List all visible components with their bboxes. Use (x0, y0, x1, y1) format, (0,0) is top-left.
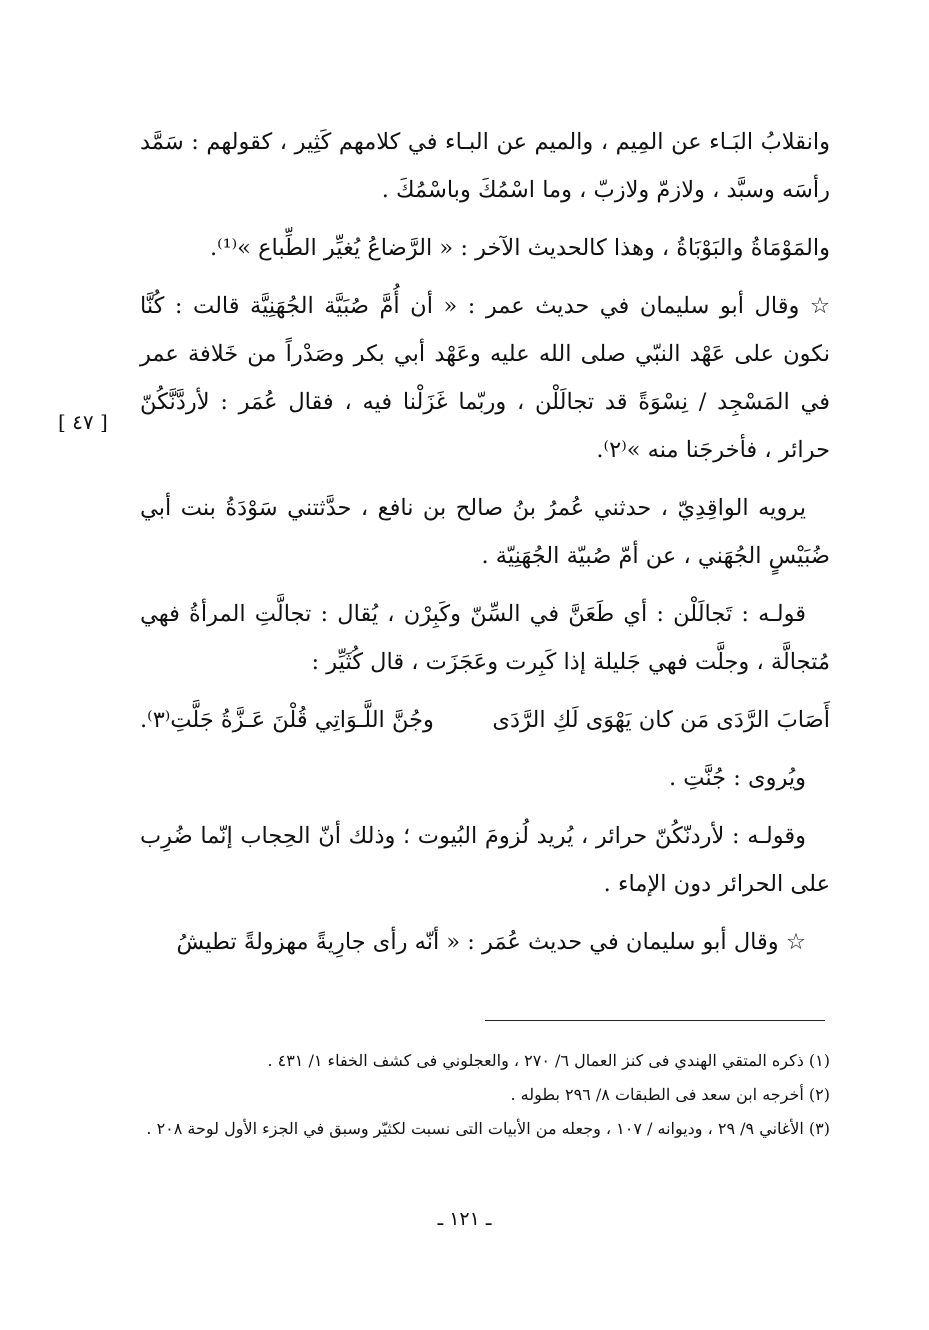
paragraph-2: والمَوْمَاةُ والبَوْبَاةُ ، وهذا كالحديث الآخر : « الرَّضاعُ يُغيِّر الطِّباع »⁽¹⁾. (209, 235, 830, 261)
paragraph-7: وقولـه : لأردنّكُنّ حرائر ، يُريد لُزومَ البُيوت ؛ وذلك أنّ الحِجاب إنّما ضُرِب على الحرائر دون الإماء . (140, 823, 830, 897)
verse-first-hemistich: أَصَابَ الرَّدَى مَن كان يَهْوَى لَكِ الرَّدَى (492, 707, 830, 733)
verse-second-hemistich: وجُنَّ اللَّـوَاتِي قُلْنَ عَـزَّةُ جَلَّتِ⁽٣⁾. (140, 707, 434, 733)
page-number: ـ ١٢١ ـ (437, 1208, 492, 1230)
footnote-1: (١) ذكره المتقي الهندي فى كنز العمال ٦/ ٢٧٠ ، والعجلوني فى كشف الخفاء ١/ ٤٣١ . (267, 1051, 830, 1070)
footnote-3: (٣) الأغاني ٩/ ٢٩ ، وديوانه / ١٠٧ ، وجعله من الأبيات التى نسبت لكثيّر وسبق في الجزء الأول لوحة ٢٠٨ . (146, 1119, 830, 1138)
paragraph-3: ☆ وقال أبو سليمان في حديث عمر : « أن أُمَّ صُبَيَّة الجُهَنِيَّة قالت : كُنَّا نكون على عَهْد النبّي صلى الله عليه وعَهْد أبي بكر وصَدْراً من خَلافة عمر في المَسْجِد / نِسْوَةً قد تجالَلْن ، وربّما غَزَلْنا فيه ، فقال عُمَر : لأردَّنَّكُنّ حرائر ، فأخرجَنا منه »⁽٢⁾. (140, 293, 830, 463)
poetry-verse (140, 696, 830, 744)
main-text (140, 118, 830, 976)
footnotes (140, 1044, 830, 1146)
margin-folio-reference: [ ٤٧ ] (58, 410, 108, 434)
paragraph-5: قولـه : تَجالَلْن : أي طَعَنَّ في السِّنّ وكَبِرْن ، يُقال : تجالَّتِ المرأةُ فهي مُتجالَّة ، وجلَّت فهي جَليلة إذا كَبِرت وعَجَزَت ، قال كُثَيِّر : (140, 601, 830, 675)
footnote-divider (485, 1020, 825, 1021)
paragraph-6: ويُروى : جُنَّتِ . (669, 765, 806, 791)
paragraph-4: يرويه الواقِدِيّ ، حدثني عُمرُ بنُ صالح بن نافع ، حدَّثتني سَوْدَةُ بنت أبي ضُبَيْسٍ الجُهَني ، عن أمّ صُبيّة الجُهَنِيّة . (140, 495, 830, 569)
paragraph-8: ☆ وقال أبو سليمان في حديث عُمَر : « أنّه رأى جارِيةً مهزولةً تطيشُ (176, 929, 806, 955)
footnote-2: (٢) أخرجه ابن سعد فى الطبقات ٨/ ٢٩٦ بطوله . (510, 1085, 830, 1104)
paragraph-1: وانقلابُ البَـاء عن المِيم ، والميم عن البـاء في كلامهم كَثِير ، كقولهم : سَمَّد رأسَه وسبَّد ، ولازمّ ولازبّ ، وما اسْمُكَ وباسْمُكَ . (140, 129, 830, 203)
